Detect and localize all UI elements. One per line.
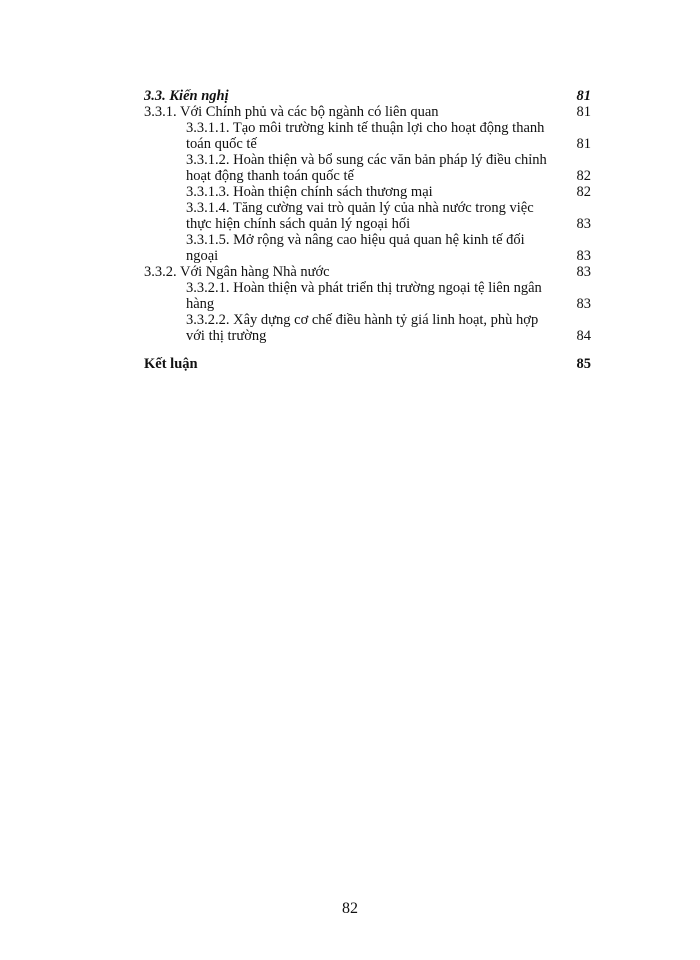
toc-entry-title: 3.3.1.4. Tăng cường vai trò quản lý của nhà nước trong việc thực hiện chính sách quản lý ngoại hối xyxy=(186,200,534,232)
toc-entry-page: 83 xyxy=(576,264,591,280)
toc-entry-3-3-1-4 xyxy=(144,200,591,232)
toc-entry-title: 3.3.2.2. Xây dựng cơ chế điều hành tỷ giá linh hoạt, phù hợp với thị trường xyxy=(186,312,539,344)
toc-entry-page: 81 xyxy=(576,136,591,152)
toc-entry-3-3-1-2 xyxy=(144,152,591,184)
toc-entry-conclusion xyxy=(144,356,591,372)
toc-entry-title: 3.3.1.5. Mở rộng và nâng cao hiệu quả quan hệ kinh tế đối ngoại xyxy=(186,232,525,264)
toc-entry-title: 3.3.2.1. Hoàn thiện và phát triển thị trường ngoại tệ liên ngân hàng xyxy=(186,280,542,312)
toc-entry-3-3-1 xyxy=(144,104,591,120)
toc-entry-3-3-1-1 xyxy=(144,120,591,152)
toc-entry-page: 82 xyxy=(576,168,591,184)
toc-entry-page: 83 xyxy=(576,216,591,232)
toc-entry-page: 83 xyxy=(576,296,591,312)
toc-entry-page: 85 xyxy=(576,356,591,372)
toc-entry-page: 81 xyxy=(576,104,591,120)
toc-entry-3-3-2-2 xyxy=(144,312,591,344)
toc-entry-title: 3.3.1.1. Tạo môi trường kinh tế thuận lợi cho hoạt động thanh toán quốc tế xyxy=(186,120,545,152)
spacer xyxy=(144,344,591,356)
toc-entry-3-3-2 xyxy=(144,264,591,280)
toc-entry-section-3-3 xyxy=(144,88,591,104)
toc-entry-title: 3.3.1. Với Chính phủ và các bộ ngành có liên quan xyxy=(144,104,439,120)
table-of-contents xyxy=(144,88,591,372)
toc-entry-title: 3.3.2. Với Ngân hàng Nhà nước xyxy=(144,264,330,280)
toc-entry-title: 3.3.1.2. Hoàn thiện và bổ sung các văn bản pháp lý điều chỉnh hoạt động thanh toán quốc tế xyxy=(186,152,547,184)
toc-entry-3-3-1-5 xyxy=(144,232,591,264)
toc-entry-page: 84 xyxy=(576,328,591,344)
toc-entry-title: Kết luận xyxy=(144,356,198,372)
toc-entry-title: 3.3.1.3. Hoàn thiện chính sách thương mại xyxy=(186,184,433,200)
toc-entry-page: 82 xyxy=(576,184,591,200)
toc-entry-3-3-1-3 xyxy=(144,184,591,200)
page-number: 82 xyxy=(342,900,358,917)
toc-entry-page: 83 xyxy=(576,248,591,264)
toc-entry-page: 81 xyxy=(576,88,591,104)
toc-entry-3-3-2-1 xyxy=(144,280,591,312)
toc-entry-title: 3.3. Kiến nghị xyxy=(144,88,229,104)
